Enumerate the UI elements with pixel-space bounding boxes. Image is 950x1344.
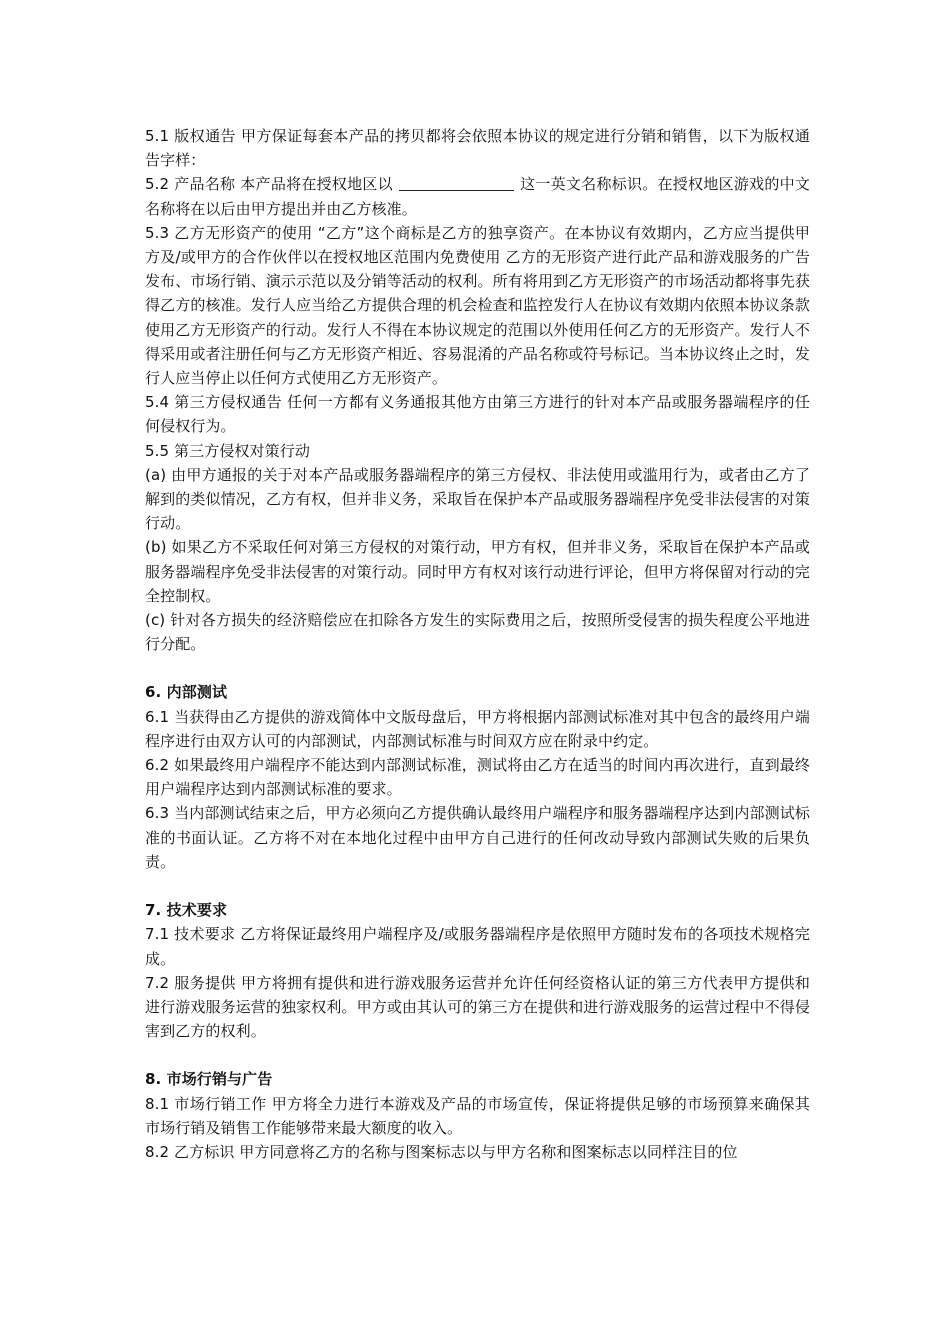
clause-6-3: 6.3 当内部测试结束之后，甲方必须向乙方提供确认最终用户端程序和服务器端程序达到内部测试标准的书面认证。乙方将不对在本地化过程中由甲方自己进行的任何改动导致内部测试失败的后果负责。 [145,804,810,871]
product-name-blank [399,176,514,191]
clause-7-2: 7.2 服务提供 甲方将拥有提供和进行游戏服务运营并允许任何经资格认证的第三方代表甲方提供和进行游戏服务运营的独家权利。甲方或由其认可的第三方在提供和进行游戏服务的运营过程中不得侵害到乙方的权利。 [145,973,810,1041]
section-spacer [145,874,810,898]
clause-5-5-b: (b) 如果乙方不采取任何对第三方侵权的对策行动，甲方有权，但并非义务，采取旨在保护本产品或服务器端程序免受非法侵害的对策行动。同时甲方有权对该行动进行评论，但甲方将保留对行动的完全控制权。 [145,538,810,605]
clause-8-1: 8.1 市场行销工作 甲方将全力进行本游戏及产品的市场宣传，保证将提供足够的市场预算来确保其市场行销及销售工作能够带来最大额度的收入。 [145,1094,810,1137]
clause-5-4: 5.4 第三方侵权通告 任何一方都有义务通报其他方由第三方进行的针对本产品或服务器端程序的任何侵权行为。 [145,393,810,436]
section-7-heading: 7. 技术要求 [145,901,228,920]
section-6-heading: 6. 内部测试 [145,683,228,702]
section-spacer [145,656,810,680]
clause-5-5-a: (a) 由甲方通报的关于对本产品或服务器端程序的第三方侵权、非法使用或滥用行为，或者由乙方了解到的类似情况，乙方有权，但并非义务，采取旨在保护本产品或服务器端程序免受非法侵害的对策行动。 [145,465,810,533]
section-spacer [145,1043,810,1067]
clause-6-1: 6.1 当获得由乙方提供的游戏简体中文版母盘后，甲方将根据内部测试标准对其中包含的最终用户端程序进行由双方认可的内部测试，内部测试标准与时间双方应在附录中约定。 [145,707,810,750]
clause-5-1: 5.1 版权通告 甲方保证每套本产品的拷贝都将会依照本协议的规定进行分销和销售，以下为版权通告字样： [145,127,810,170]
clause-5-5: 5.5 第三方侵权对策行动 [145,441,310,460]
clause-5-2-start: 5.2 产品名称 本产品将在授权地区以 [145,175,393,194]
clause-5-2-end: 这一英文名称标识。在授权地区游戏的中文名称将在以后由甲方提出并由乙方核准。 [145,175,811,218]
clause-6-2: 6.2 如果最终用户端程序不能达到内部测试标准，测试将由乙方在适当的时间内再次进行，直到最终用户端程序达到内部测试标准的要求。 [145,756,810,799]
clause-8-2: 8.2 乙方标识 甲方同意将乙方的名称与图案标志以与甲方名称和图案标志以同样注目的位 [145,1142,738,1161]
clause-5-5-c: (c) 针对各方损失的经济赔偿应在扣除各方发生的实际费用之后，按照所受侵害的损失程度公平地进行分配。 [145,611,810,654]
document-body [145,124,810,1164]
clause-7-1: 7.1 技术要求 乙方将保证最终用户端程序及/或服务器端程序是依照甲方随时发布的各项技术规格完成。 [145,925,810,968]
clause-5-2 [145,172,810,220]
clause-5-3: 5.3 乙方无形资产的使用 “乙方”这个商标是乙方的独享资产。在本协议有效期内，乙方应当提供甲方及/或甲方的合作伙伴以在授权地区范围内免费使用 乙方的无形资产进行此产品和游戏服务的广告发布、市场行销、演示示范以及分销等活动的权利。所有将用到乙方无形资产的市场活动都将事先获得乙方的核准。发行人应当给乙方提供合理的机会检查和监控发行人在协议有效期内依照本协议条款使用乙方无形资产的行动。发行人不得在本协议规定的范围以外使用任何乙方的无形资产。发行人不得采用或者注册任何与乙方无形资产相近、容易混淆的产品名称或符号标记。当本协议终止之时，发行人应当停止以任何方式使用乙方无形资产。 [145,223,810,388]
section-8-heading: 8. 市场行销与广告 [145,1070,273,1089]
